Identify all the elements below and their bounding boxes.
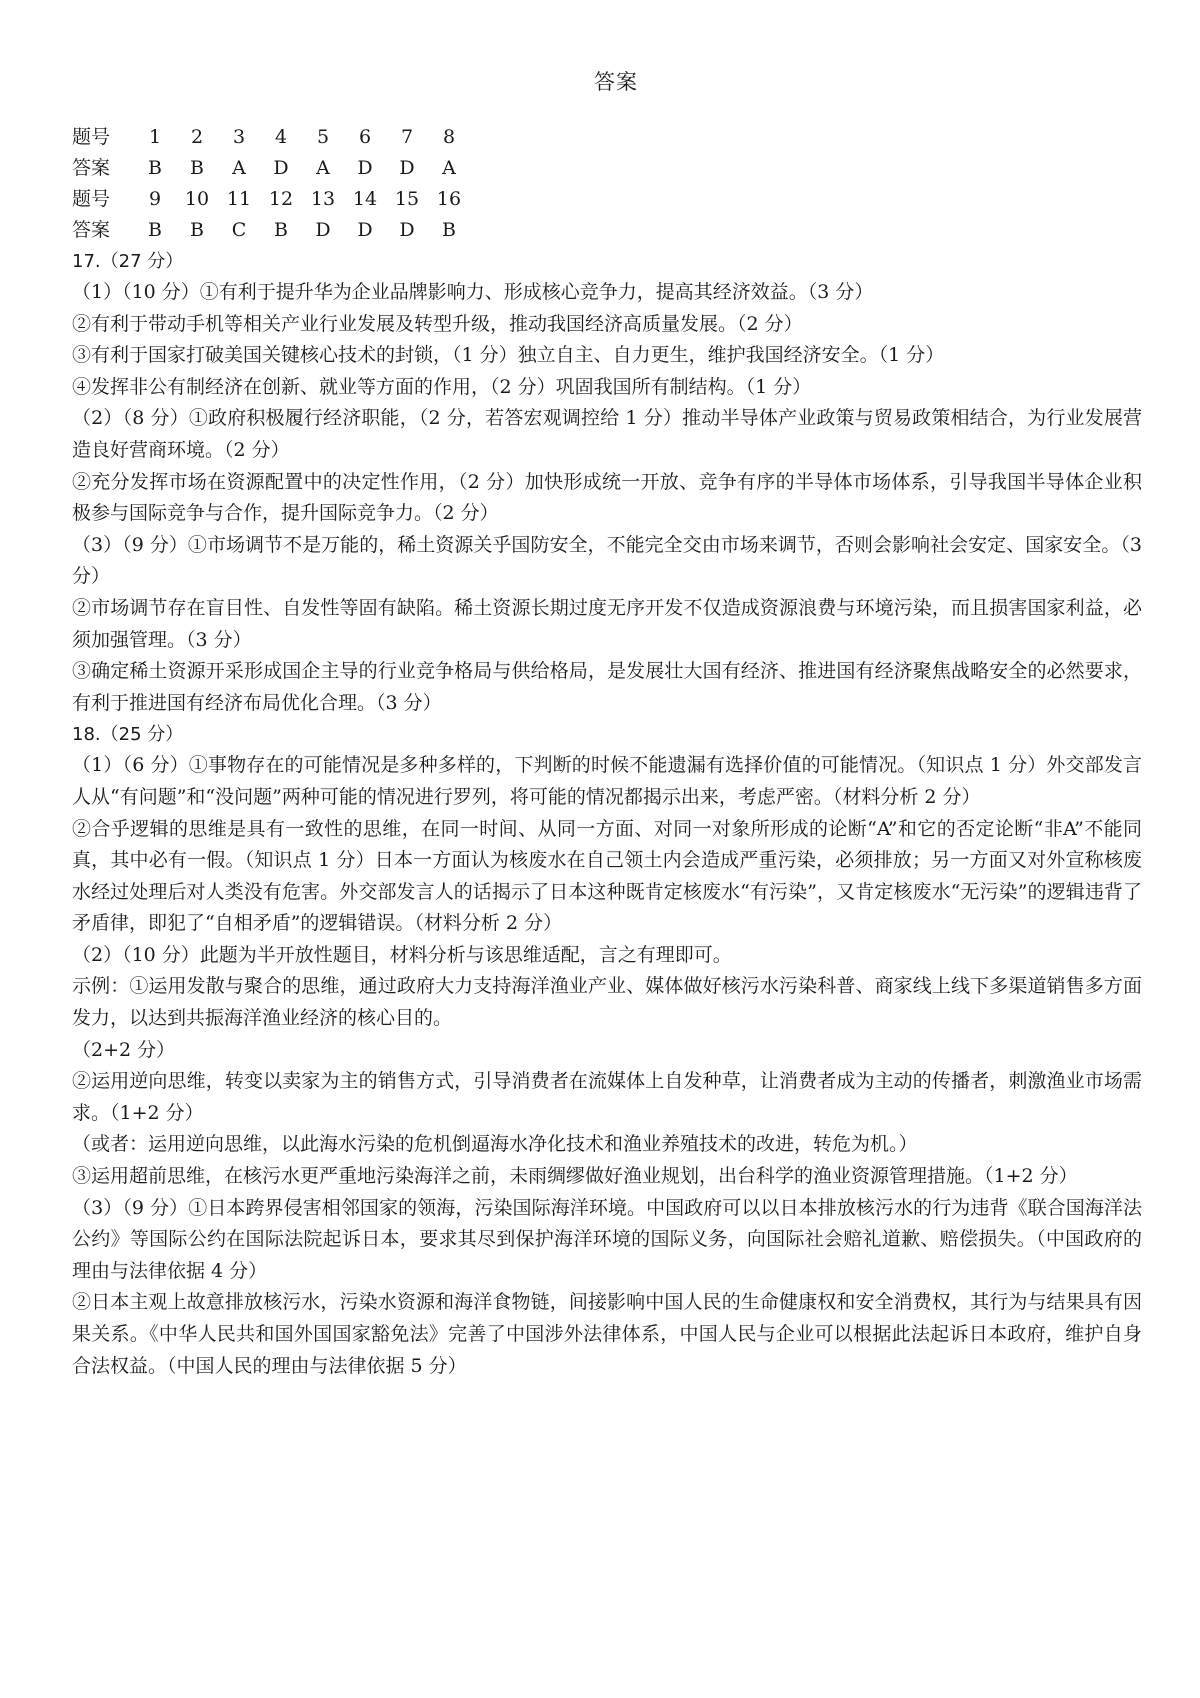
q18-paragraph: （2+2 分） — [72, 1038, 176, 1061]
answer-document — [72, 66, 1142, 1382]
answer-letter: B — [148, 219, 162, 241]
question-number: 15 — [394, 188, 420, 210]
question-number: 7 — [400, 126, 414, 148]
row-label: 答案 — [72, 157, 111, 179]
q18-paragraph: 示例：①运用发散与聚合的思维，通过政府大力支持海洋渔业产业、媒体做好核污水污染科普、商家线上线下多渠道销售多方面发力，以达到共振海洋渔业经济的核心目的。 — [72, 975, 1142, 1030]
question-number: 4 — [274, 126, 288, 148]
row-label: 题号 — [72, 188, 111, 210]
answer-letter: B — [442, 219, 456, 241]
answer-letter: D — [273, 157, 289, 179]
q17-paragraph: ③确定稀土资源开采形成国企主导的行业竞争格局与供给格局，是发展壮大国有经济、推进国有经济聚焦战略安全的必然要求，有利于推进国有经济布局优化合理。（3 分） — [72, 660, 1142, 714]
q17-paragraph: （3）（9 分）①市场调节不是万能的，稀土资源关乎国防安全，不能完全交由市场来调节，否则会影响社会安定、国家安全。（3 分） — [72, 533, 1142, 588]
q17-paragraph: （1）（10 分）①有利于提升华为企业品牌影响力、形成核心竞争力，提高其经济效益。（3 分） — [72, 281, 874, 303]
answer-letter: D — [357, 157, 373, 179]
question-17-heading: 17.（27 分） — [72, 251, 184, 272]
q17-paragraph: ④发挥非公有制经济在创新、就业等方面的作用，（2 分）巩固我国所有制结构。（1 分） — [72, 375, 812, 398]
question-number: 14 — [352, 188, 378, 210]
answer-letter: D — [399, 157, 415, 179]
question-number: 9 — [148, 188, 162, 210]
q18-paragraph: （2）（10 分）此题为半开放性题目，材料分析与该思维适配，言之有理即可。 — [72, 943, 732, 966]
answer-letter: D — [357, 219, 373, 241]
answer-letter: A — [232, 157, 246, 179]
answer-letter: A — [442, 157, 456, 179]
question-number: 10 — [184, 188, 210, 210]
q18-paragraph: （1）（6 分）①事物存在的可能情况是多种多样的，下判断的时候不能遗漏有选择价值的可能情况。（知识点 1 分）外交部发言人从“有问题”和“没问题”两种可能的情况进行罗列，将可能的情况都揭示出来，考虑严密。（材料分析 2 分） — [72, 754, 1142, 808]
question-number: 2 — [190, 126, 204, 148]
answer-table — [72, 122, 1142, 246]
answer-letter: C — [231, 219, 247, 241]
q18-paragraph: ②合乎逻辑的思维是具有一致性的思维，在同一时间、从同一方面、对同一对象所形成的论断“A”和它的否定论断“非A”不能同真，其中必有一假。（知识点 1 分）日本一方面认为核废水在自己领土内会造成严重污染，必须排放；另一方面又对外宣称核废水经过处理后对人类没有危害。外交部发言人的话揭示了日本这种既肯定核废水“有污染”，又肯定核废水“无污染”的逻辑违背了矛盾律，即犯了“自相矛盾”的逻辑错误。（材料分析 2 分） — [72, 817, 1142, 935]
q18-paragraph: （或者：运用逆向思维，以此海水污染的危机倒逼海水净化技术和渔业养殖技术的改进，转危为机。） — [72, 1133, 918, 1156]
q18-paragraph: ②日本主观上故意排放核污水，污染水资源和海洋食物链，间接影响中国人民的生命健康权和安全消费权，其行为与结果具有因果关系。《中华人民共和国外国国家豁免法》完善了中国涉外法律体系，中国人民与企业可以根据此法起诉日本政府，维护自身合法权益。（中国人民的理由与法律依据 5 分） — [72, 1291, 1142, 1377]
q17-paragraph: ②有利于带动手机等相关产业行业发展及转型升级，推动我国经济高质量发展。（2 分） — [72, 312, 803, 335]
q17-paragraph: （2）（8 分）①政府积极履行经济职能，（2 分，若答宏观调控给 1 分）推动半导体产业政策与贸易政策相结合，为行业发展营造良好营商环境。（2 分） — [72, 407, 1142, 461]
question-number: 3 — [232, 126, 246, 148]
row-label: 答案 — [72, 219, 111, 241]
q18-paragraph: （3）（9 分）①日本跨界侵害相邻国家的领海，污染国际海洋环境。中国政府可以以日本排放核污水的行为违背《联合国海洋法公约》等国际公约在国际法院起诉日本，要求其尽到保护海洋环境的国际义务，向国际社会赔礼道歉、赔偿损失。（中国政府的理由与法律依据 4 分） — [72, 1196, 1142, 1282]
answer-letter: D — [315, 219, 331, 241]
question-number: 5 — [316, 126, 330, 148]
answer-letter: B — [148, 157, 162, 179]
question-number: 11 — [226, 188, 252, 210]
question-number: 6 — [358, 126, 372, 148]
q17-paragraph: ②市场调节存在盲目性、自发性等固有缺陷。稀土资源长期过度无序开发不仅造成资源浪费与环境污染，而且损害国家利益，必须加强管理。（3 分） — [72, 596, 1142, 651]
q17-paragraph: ③有利于国家打破美国关键核心技术的封锁，（1 分）独立自主、自力更生，维护我国经济安全。（1 分） — [72, 344, 945, 367]
question-number: 16 — [436, 188, 462, 210]
answer-letter: B — [190, 157, 204, 179]
answer-letter: B — [190, 219, 204, 241]
q18-paragraph: ②运用逆向思维，转变以卖家为主的销售方式，引导消费者在流媒体上自发种草，让消费者成为主动的传播者，刺激渔业市场需求。（1+2 分） — [72, 1070, 1142, 1124]
answer-letter: A — [316, 157, 330, 179]
question-number: 1 — [148, 126, 162, 148]
page-title: 答案 — [594, 70, 638, 94]
q18-paragraph: ③运用超前思维，在核污水更严重地污染海洋之前，未雨绸缪做好渔业规划，出台科学的渔业资源管理措施。（1+2 分） — [72, 1165, 1078, 1188]
question-18-heading: 18.（25 分） — [72, 724, 184, 746]
answer-letter: B — [274, 219, 288, 241]
question-number: 12 — [268, 188, 294, 210]
row-label: 题号 — [72, 126, 111, 148]
answer-letter: D — [399, 219, 415, 241]
q17-paragraph: ②充分发挥市场在资源配置中的决定性作用，（2 分）加快形成统一开放、竞争有序的半导体市场体系，引导我国半导体企业积极参与国际竞争与合作，提升国际竞争力。（2 分） — [72, 470, 1142, 525]
question-number: 13 — [310, 188, 336, 210]
question-number: 8 — [442, 126, 456, 148]
